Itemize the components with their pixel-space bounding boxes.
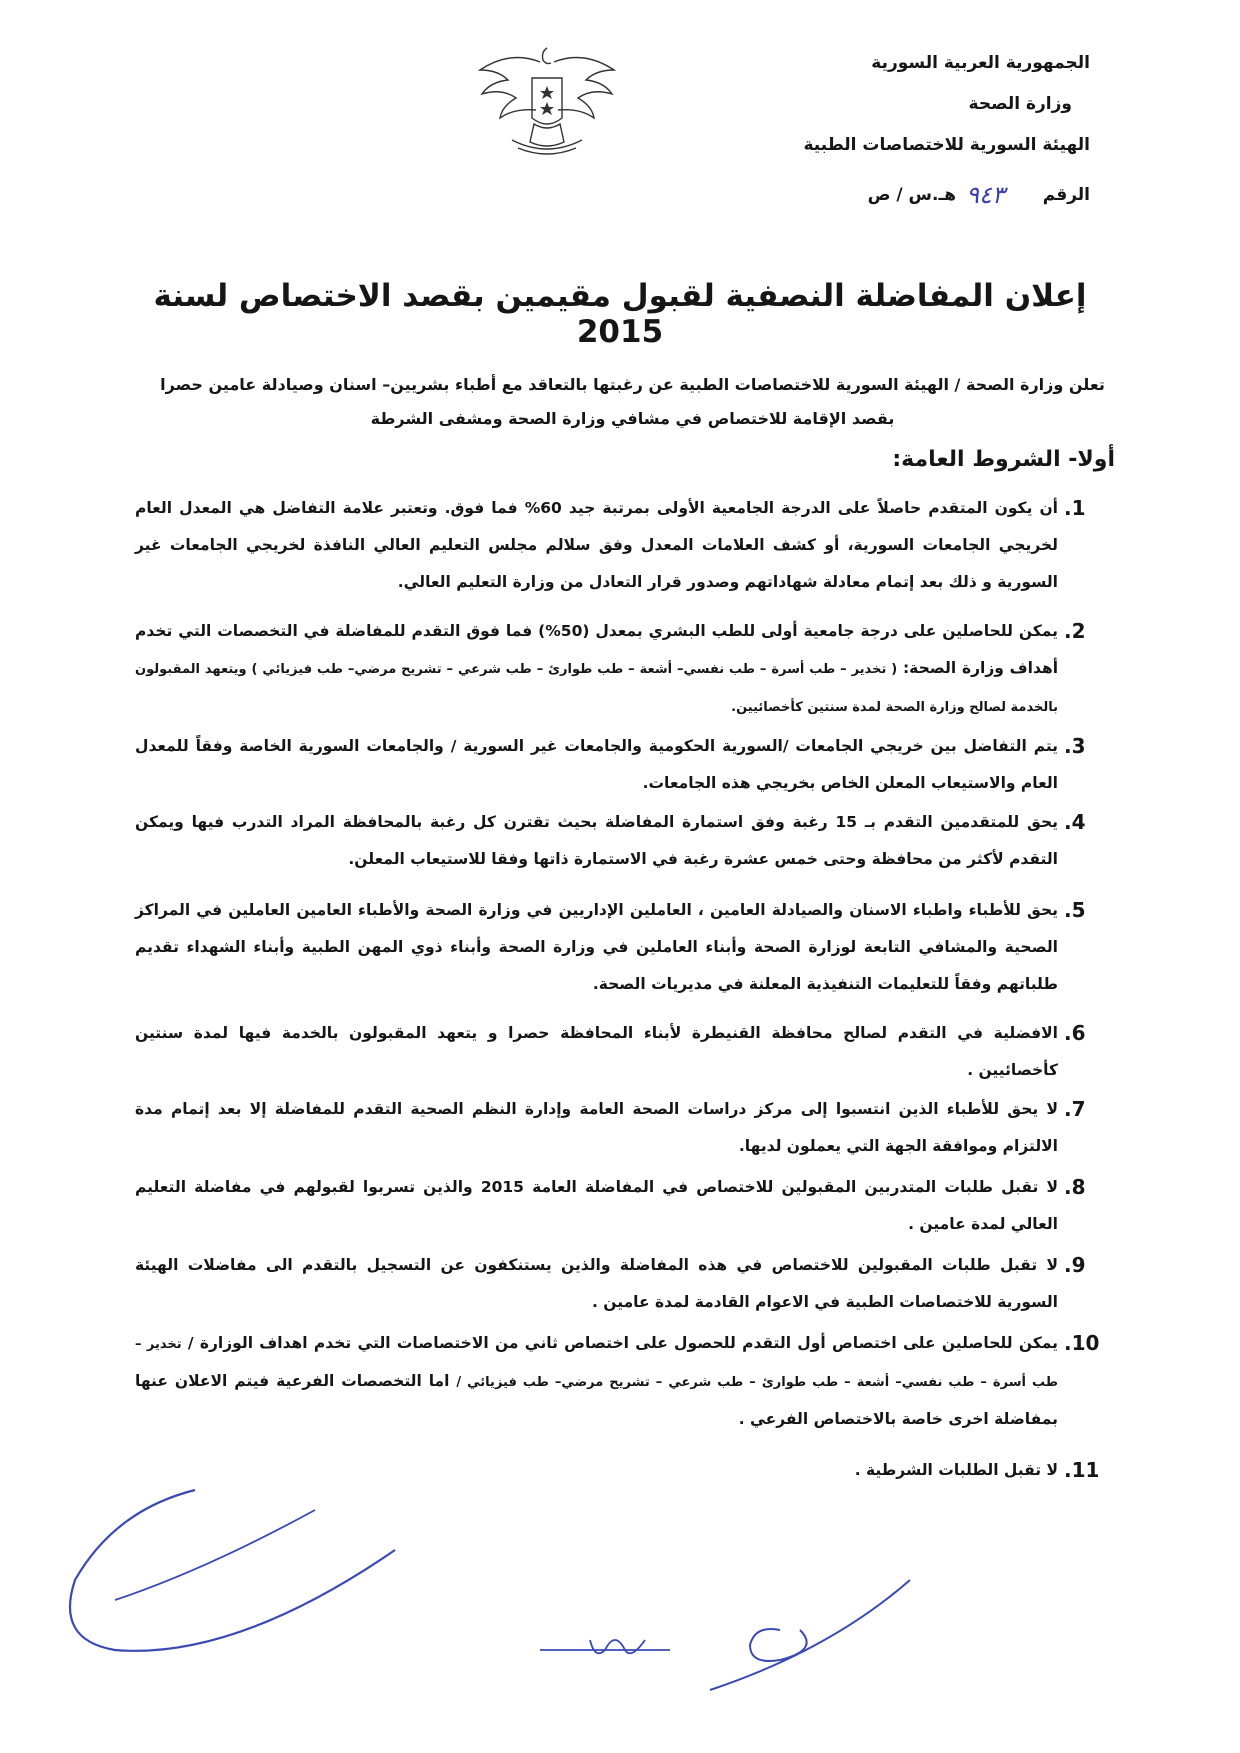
letterhead: [670, 52, 1090, 216]
list-item: 4. يحق للمتقدمين التقدم بـ 15 رغبة وفق استمارة المفاضلة بحيث تقترن كل رغبة بالمحافظة المراد التدرب فيها ويمكن التقدم لأكثر من محافظة وحتى خمس عشرة رغبة في الاستمارة ذاتها وفقا للاستيعاب المعلن.: [135, 810, 1086, 868]
list-item: 8. لا تقبل طلبات المتدربين المقبولين للاختصاص في المفاضلة العامة 2015 والذين تسربوا لقبولهم في مفاضلة التعليم العالي لمدة عامين .: [135, 1175, 1086, 1233]
section-title: أولا- الشروط العامة:: [892, 447, 1115, 472]
announcement-title: إعلان المفاضلة النصفية لقبول مقيمين بقصد الاختصاص لسنة 2015: [153, 278, 1087, 350]
list-item: 7. لا يحق للأطباء الذين انتسبوا إلى مركز دراسات الصحة العامة وإدارة النظم الصحية التقدم للمفاضلة إلا بعد إتمام مدة الالتزام وموافقة الجهة التي يعملون لديها.: [135, 1097, 1086, 1155]
republic-name: الجمهورية العربية السورية: [871, 53, 1090, 73]
list-item: 10. يمكن للحاصلين على اختصاص أول التقدم للحصول على اختصاص ثاني من الاختصاصات التي تخدم اهداف الوزارة / تخدير – طب أسرة – طب نفسي– أشعة – طب طوارئ – طب شرعي – تشريح مرضي– طب فيزيائي / اما التخصصات الفرعية فيتم الاعلان عنها بمفاضلة اخرى خاصة بالاختصاص الفرعي .: [135, 1331, 1100, 1428]
syrian-eagle-emblem: [472, 40, 622, 165]
list-item: 6. الافضلية في التقدم لصالح محافظة القنيطرة لأبناء المحافظة حصرا و يتعهد المقبولون بالخدمة فيها لمدة سنتين كأخصائيين .: [135, 1021, 1086, 1079]
reference-code: هـ.س / ص: [867, 185, 957, 206]
board-name: الهيئة السورية للاختصاصات الطبية: [803, 135, 1090, 155]
reference-label: الرقم: [1042, 185, 1090, 206]
list-item: 11. لا تقبل الطلبات الشرطية .: [854, 1458, 1100, 1482]
reference-line: [670, 175, 1090, 216]
signature-left: [55, 1480, 415, 1680]
ministry-name: وزارة الصحة: [968, 94, 1072, 114]
reference-number: ٩٤٣: [966, 181, 1005, 210]
list-item: 9. لا تقبل طلبات المقبولين للاختصاص في هذه المفاضلة والذين يستنكفون عن التسجيل بالتقدم الى مفاضلات الهيئة السورية للاختصاصات الطبية في الاعوام القادمة لمدة عامين .: [135, 1253, 1086, 1311]
list-item: 1. أن يكون المتقدم حاصلاً على الدرجة الجامعية الأولى بمرتبة جيد 60% فما فوق. وتعتبر علامة التفاضل هي المعدل العام لخريجي الجامعات السورية، أو كشف العلامات المعدل وفق سلالم مجلس التعليم العالي النافذة لخريجي الجامعات غير السورية و ذلك بعد إتمام معادلة شهاداتهم وصدور قرار التعادل من وزارة التعليم العالي.: [135, 496, 1086, 591]
conditions-list: [135, 490, 1100, 1492]
signature-right: [530, 1560, 950, 1710]
announcement-intro: تعلن وزارة الصحة / الهيئة السورية للاختصاصات الطبية عن رغبتها بالتعاقد مع أطباء بشريين– اسنان وصيادلة عامين حصرا بقصد الإقامة للاختصاص في مشافي وزارة الصحة ومشفى الشرطة: [160, 375, 1105, 428]
list-item: 5. يحق للأطباء واطباء الاسنان والصيادلة العامين ، العاملين الإداريين في وزارة الصحة والأطباء العامين العاملين في المراكز الصحية والمشافي التابعة لوزارة الصحة وأبناء العاملين في وزارة الصحة وأبناء ذوي المهن الطبية وأبناء الشهداء تقديم طلباتهم وفقاً للتعليمات التنفيذية المعلنة في مديريات الصحة.: [135, 898, 1086, 993]
list-item: 2. يمكن للحاصلين على درجة جامعية أولى للطب البشري بمعدل (50%) فما فوق التقدم للمفاضلة في التخصصات التي تخدم أهداف وزارة الصحة: ( تخدير – طب أسرة – طب نفسي– أشعة – طب طوارئ – طب شرعي – تشريح مرضي– طب فيزيائي ) ويتعهد المقبولون بالخدمة لصالح وزارة الصحة لمدة سنتين كأخصائيين.: [135, 619, 1086, 715]
list-item: 3. يتم التفاضل بين خريجي الجامعات /السورية الحكومية والجامعات غير السورية / والجامعات السورية الخاصة وفقاً للمعدل العام والاستيعاب المعلن الخاص بخريجي هذه الجامعات.: [135, 734, 1086, 792]
